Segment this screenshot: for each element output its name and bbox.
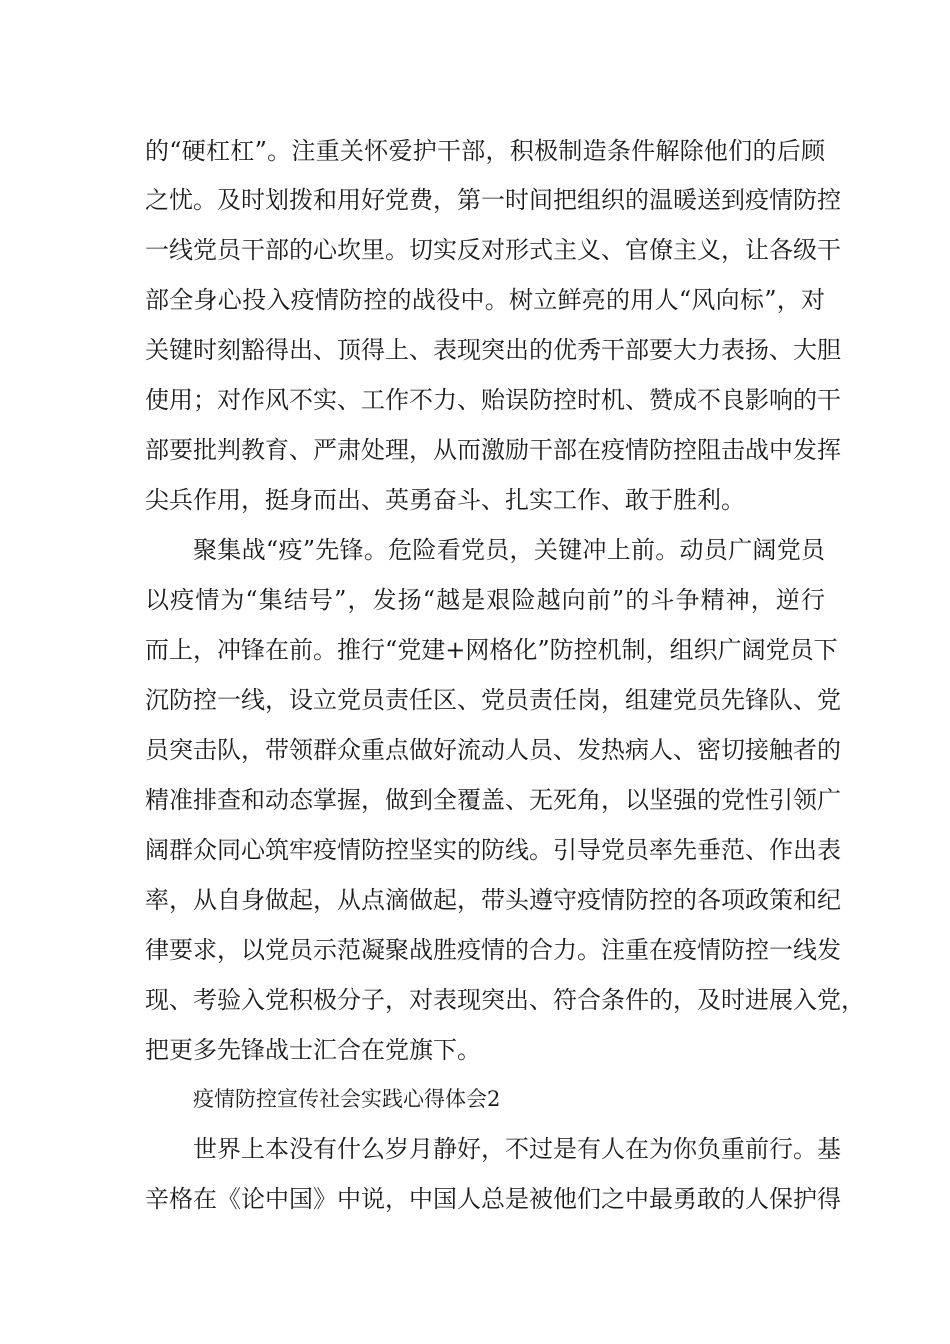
text-line: 之忧。及时划拨和用好党费，第一时间把组织的温暖送到疫情防控 <box>145 186 841 214</box>
text-line: 尖兵作用，挺身而出、英勇奋斗、扎实工作、敢于胜利。 <box>145 486 745 514</box>
text-line: 精准排查和动态掌握，做到全覆盖、无死角，以坚强的党性引领广 <box>145 786 841 814</box>
text-line: 律要求，以党员示范凝聚战胜疫情的合力。注重在疫情防控一线发 <box>145 936 841 964</box>
text-line: 世界上本没有什么岁月静好，不过是有人在为你负重前行。基 <box>193 1135 841 1163</box>
text-line: 现、考验入党积极分子，对表现突出、符合条件的，及时进展入党， <box>145 986 865 1014</box>
text-line: 阔群众同心筑牢疫情防控坚实的防线。引导党员率先垂范、作出表 <box>145 836 841 864</box>
text-line: 使用；对作风不实、工作不力、贻误防控时机、赞成不良影响的干 <box>145 386 841 414</box>
text-line: 员突击队，带领群众重点做好流动人员、发热病人、密切接触者的 <box>145 736 841 764</box>
text-line: 部要批判教育、严肃处理，从而激励干部在疫情防控阻击战中发挥 <box>145 436 841 464</box>
text-line: 关键时刻豁得出、顶得上、表现突出的优秀干部要大力表扬、大胆 <box>145 336 841 364</box>
section-heading: 疫情防控宣传社会实践心得体会2 <box>193 1087 501 1111</box>
text-line: 以疫情为“集结号”，发扬“越是艰险越向前”的斗争精神，逆行 <box>145 586 825 614</box>
text-line: 一线党员干部的心坎里。切实反对形式主义、官僚主义，让各级干 <box>145 236 841 264</box>
text-line: 聚集战“疫”先锋。危险看党员，关键冲上前。动员广阔党员 <box>193 536 825 564</box>
text-line: 辛格在《论中国》中说，中国人总是被他们之中最勇敢的人保护得 <box>145 1185 841 1213</box>
text-line: 而上，冲锋在前。推行“党建+网格化”防控机制，组织广阔党员下 <box>145 636 838 664</box>
text-line: 率，从自身做起，从点滴做起，带头遵守疫情防控的各项政策和纪 <box>145 886 841 914</box>
text-line: 把更多先锋战士汇合在党旗下。 <box>145 1036 481 1064</box>
text-line: 的“硬杠杠”。注重关怀爱护干部，积极制造条件解除他们的后顾 <box>145 137 825 165</box>
text-line: 沉防控一线，设立党员责任区、党员责任岗，组建党员先锋队、党 <box>145 686 841 714</box>
text-line: 部全身心投入疫情防控的战役中。树立鲜亮的用人“风向标”，对 <box>145 286 825 314</box>
